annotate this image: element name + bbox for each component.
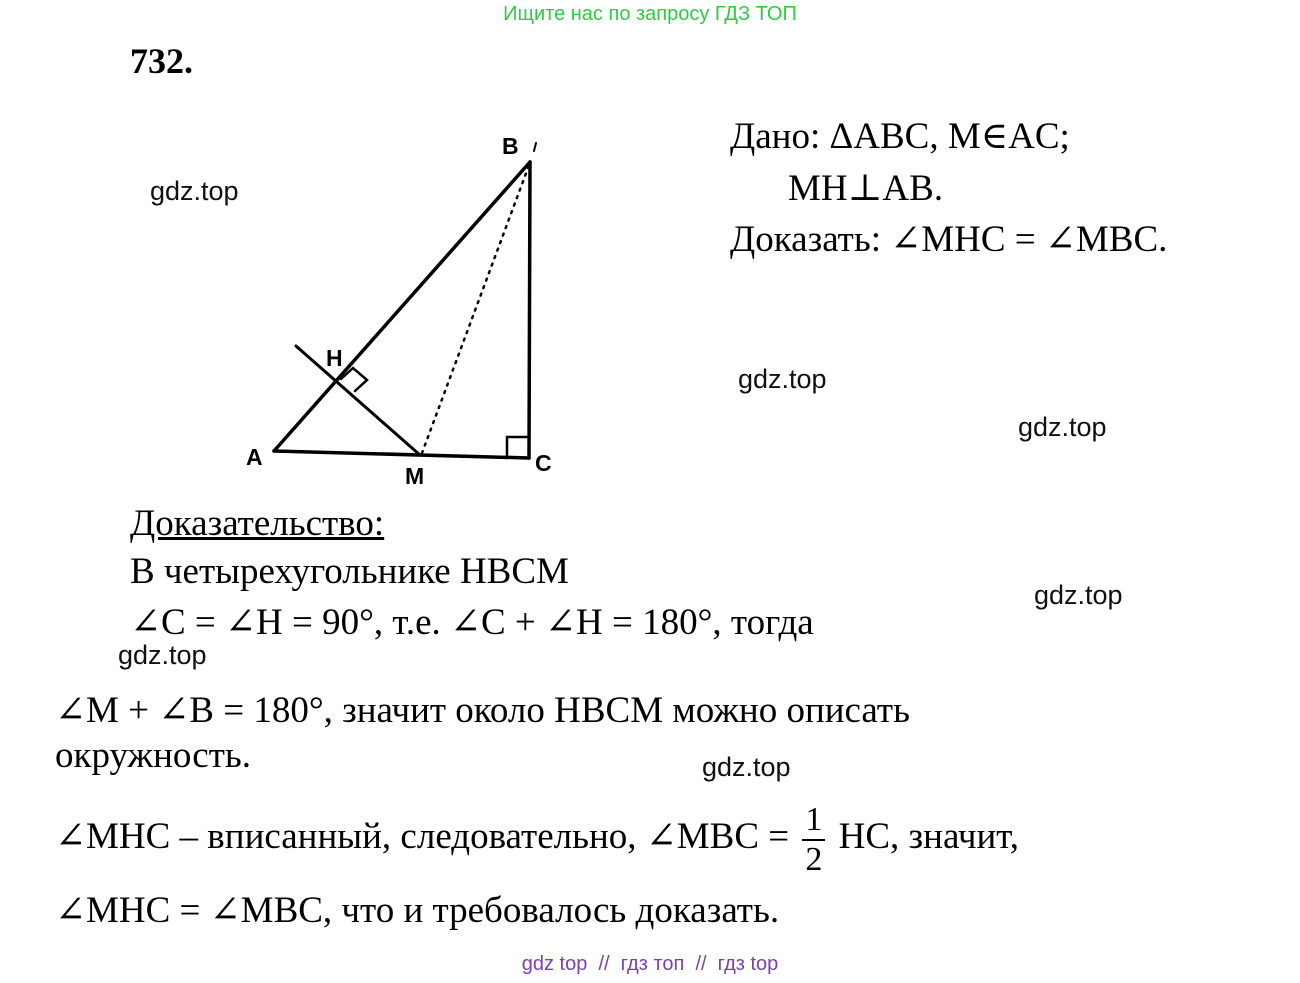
watermark: gdz.top	[738, 364, 827, 394]
to-prove-line: Доказать: ∠MHC = ∠MBC.	[730, 219, 1168, 260]
vertex-label-c: C	[535, 450, 552, 476]
watermark: gdz.top	[118, 640, 207, 670]
tick-mark	[534, 143, 536, 151]
site-banner: Ищите нас по запросу ГДЗ ТОП	[503, 3, 797, 25]
side-ab	[274, 162, 530, 451]
proof-heading: Доказательство:	[130, 503, 385, 544]
fraction-denominator: 2	[805, 840, 823, 878]
given-line-2: MH⊥AB.	[788, 168, 944, 209]
segment-mh	[296, 346, 420, 455]
vertex-label-a: A	[246, 444, 263, 470]
proof-line-3: ∠M + ∠B = 180°, значит около HBCM можно описать	[55, 690, 910, 731]
segment-bm-dotted	[422, 168, 528, 453]
proof-line-6: ∠MHC = ∠MBC, что и требовалось доказать.	[55, 890, 780, 931]
watermark: gdz.top	[1034, 580, 1123, 610]
watermark: gdz.top	[702, 752, 791, 782]
proof-line-1: В четырехугольнике HBCM	[130, 551, 569, 592]
side-bc	[529, 162, 530, 458]
side-ac	[274, 451, 529, 458]
proof-line-5-end: HC, значит,	[838, 816, 1019, 857]
right-angle-mark-c	[507, 437, 529, 458]
point-label-m: M	[405, 463, 425, 489]
proof-line-4: окружность.	[55, 735, 252, 776]
point-label-h: H	[326, 345, 343, 371]
fraction-numerator: 1	[802, 803, 825, 841]
watermark: gdz.top	[1018, 412, 1107, 442]
proof-line-2: ∠C = ∠H = 90°, т.е. ∠C + ∠H = 180°, тогда	[130, 602, 814, 643]
proof-line-5-start: ∠MHC – вписанный, следовательно, ∠MBC =	[55, 816, 790, 857]
fraction-one-half	[802, 800, 825, 878]
given-line-1: Дано: ΔABC, M∈AC;	[730, 116, 1070, 157]
problem-number: 732.	[130, 41, 193, 81]
vertex-label-b: B	[502, 133, 519, 159]
watermark: gdz.top	[150, 176, 239, 206]
site-footer: gdz top // гдз топ // гдз top	[521, 953, 779, 975]
proof-line-5	[55, 792, 1019, 882]
